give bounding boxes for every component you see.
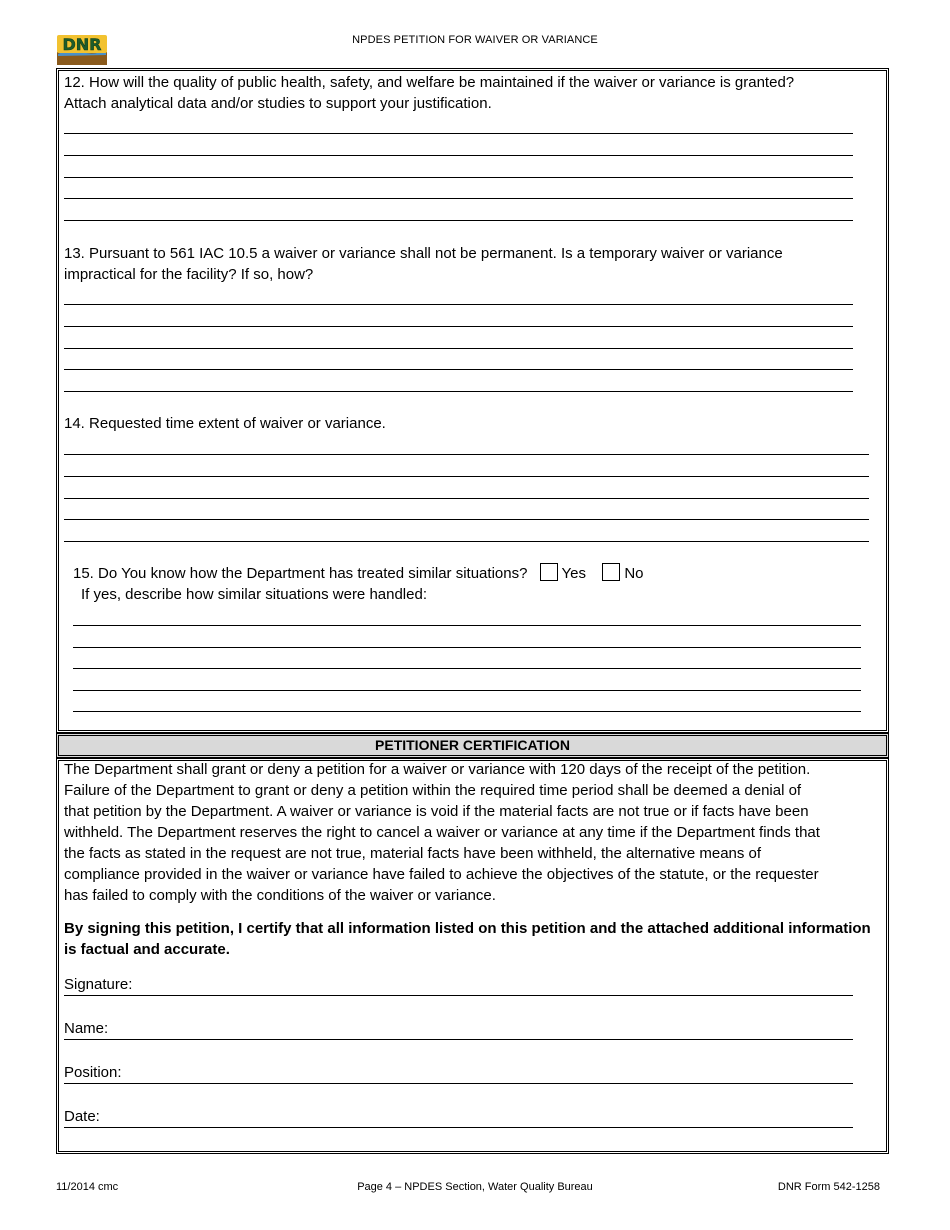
- question-15-row: [73, 563, 644, 584]
- question-13-text-line2: impractical for the facility? If so, how?: [64, 266, 314, 283]
- answer-line[interactable]: [64, 369, 853, 370]
- yes-checkbox[interactable]: [540, 563, 558, 581]
- footer-form-number: DNR Form 542-1258: [777, 1181, 880, 1193]
- question-13-text: 13. Pursuant to 561 IAC 10.5 a waiver or variance shall not be permanent. Is a temporary waiver or variance: [64, 245, 783, 262]
- answer-line[interactable]: [73, 668, 861, 669]
- answer-line[interactable]: [73, 690, 861, 691]
- no-label: No: [624, 565, 644, 582]
- position-field[interactable]: [64, 1083, 853, 1084]
- certification-line: Failure of the Department to grant or deny a petition within the required time period shall be deemed a denial of: [64, 782, 802, 799]
- answer-line[interactable]: [64, 198, 853, 199]
- answer-line[interactable]: [64, 133, 853, 134]
- certification-line: the facts as stated in the request are not true, material facts have been withheld, the alternative means of: [64, 845, 762, 862]
- date-field[interactable]: [64, 1127, 853, 1128]
- questions-frame: [56, 68, 889, 733]
- name-field[interactable]: [64, 1039, 853, 1040]
- certification-line: withheld. The Department reserves the right to cancel a waiver or variance at any time if the Department finds that: [64, 824, 820, 841]
- signature-label: Signature:: [64, 976, 133, 993]
- svg-text:DNR: DNR: [62, 35, 102, 54]
- answer-line[interactable]: [64, 177, 853, 178]
- no-checkbox[interactable]: [602, 563, 620, 581]
- question-14-text: 14. Requested time extent of waiver or variance.: [64, 415, 386, 432]
- answer-line[interactable]: [64, 326, 853, 327]
- answer-line[interactable]: [64, 304, 853, 305]
- answer-line[interactable]: [64, 155, 853, 156]
- footer-page-info: Page 4 – NPDES Section, Water Quality Bureau: [357, 1181, 593, 1193]
- page-header-title: NPDES PETITION FOR WAIVER OR VARIANCE: [352, 34, 598, 46]
- name-label: Name:: [64, 1020, 109, 1037]
- certification-line: that petition by the Department. A waiver or variance is void if the material facts are not true or if facts have been: [64, 803, 809, 820]
- certification-line: has failed to comply with the conditions of the waiver or variance.: [64, 887, 496, 904]
- answer-line[interactable]: [64, 391, 853, 392]
- answer-line[interactable]: [73, 647, 861, 648]
- answer-line[interactable]: [73, 711, 861, 712]
- question-15-text-line2: If yes, describe how similar situations were handled:: [81, 586, 427, 603]
- certification-line: The Department shall grant or deny a petition for a waiver or variance with 120 days of the receipt of the petition.: [64, 761, 811, 778]
- answer-line[interactable]: [64, 541, 869, 542]
- position-label: Position:: [64, 1064, 122, 1081]
- answer-line[interactable]: [64, 498, 869, 499]
- certification-statement: [64, 918, 880, 960]
- answer-line[interactable]: [73, 625, 861, 626]
- answer-line[interactable]: [64, 454, 869, 455]
- footer-date-code: 11/2014 cmc: [56, 1181, 119, 1193]
- answer-line[interactable]: [64, 348, 853, 349]
- question-12-text: 12. How will the quality of public health, safety, and welfare be maintained if the waiver or variance is granted?: [64, 74, 795, 91]
- yes-label: Yes: [561, 565, 586, 582]
- answer-line[interactable]: [64, 476, 869, 477]
- certification-line: compliance provided in the waiver or variance have failed to achieve the objectives of the statute, or the requester: [64, 866, 819, 883]
- signature-field[interactable]: [64, 995, 853, 996]
- date-label: Date:: [64, 1108, 100, 1125]
- certification-statement-line: is factual and accurate.: [64, 941, 230, 958]
- answer-line[interactable]: [64, 220, 853, 221]
- certification-statement-line: By signing this petition, I certify that all information listed on this petition and the attached additional information: [64, 920, 871, 937]
- answer-line[interactable]: [64, 519, 869, 520]
- question-15-text: 15. Do You know how the Department has treated similar situations?: [73, 565, 528, 582]
- question-12-text-line2: Attach analytical data and/or studies to support your justification.: [64, 95, 492, 112]
- certification-heading: PETITIONER CERTIFICATION: [56, 733, 889, 758]
- certification-text: [64, 759, 880, 906]
